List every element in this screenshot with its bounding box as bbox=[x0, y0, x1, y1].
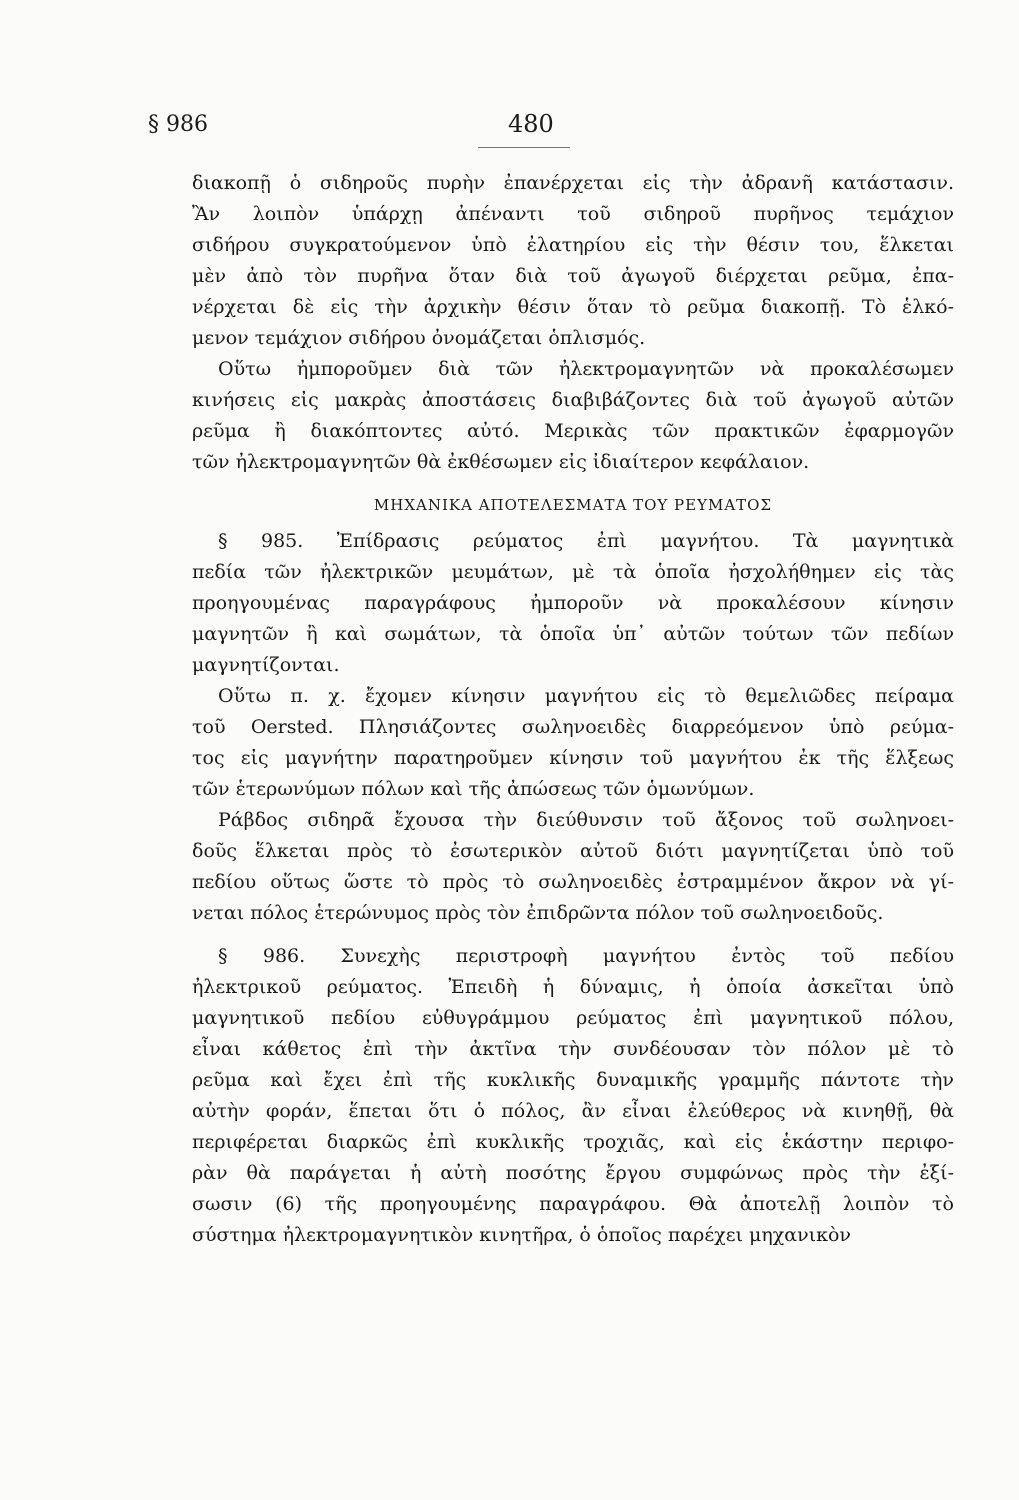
text-line: ρεῦμα ἢ διακόπτοντες αὐτό. Μερικὰς τῶν πρακτικῶν ἐφαρμογῶν bbox=[192, 420, 954, 442]
text-line: τῶν ἠλεκτρομαγνητῶν θὰ ἐκθέσωμεν εἰς ἰδιαίτερον κεφάλαιον. bbox=[192, 451, 810, 473]
text-line: ρὰν θὰ παράγεται ἡ αὐτὴ ποσότης ἔργου συμφώνως πρὸς τὴν ἐξί- bbox=[192, 1162, 954, 1184]
page-body bbox=[192, 168, 954, 1251]
paragraph bbox=[192, 941, 954, 1251]
paragraph bbox=[192, 805, 954, 929]
text-line: Ράβδος σιδηρᾶ ἔχουσα τὴν διεύθυνσιν τοῦ ἄξονος τοῦ σωληνοει- bbox=[218, 809, 954, 831]
paragraph bbox=[192, 526, 954, 681]
text-block-a bbox=[192, 168, 954, 478]
text-line: εἶναι κάθετος ἐπὶ τὴν ἀκτῖνα τὴν συνδέουσαν τὸν πόλον μὲ τὸ bbox=[192, 1038, 954, 1060]
text-line: σιδήρου συγκρατούμενον ὑπὸ ἐλατηρίου εἰς τὴν θέσιν του, ἕλκεται bbox=[192, 234, 954, 256]
text-line: ἠλεκτρικοῦ ρεύματος. Ἐπειδὴ ἡ δύναμις, ἡ ὁποία ἀσκεῖται ὑπὸ bbox=[192, 976, 954, 998]
text-block-b bbox=[192, 526, 954, 1251]
text-line: νέρχεται δὲ εἰς τὴν ἀρχικὴν θέσιν ὅταν τὸ ρεῦμα διακοπῇ. Τὸ ἑλκό- bbox=[192, 296, 954, 318]
text-line: Ἂν λοιπὸν ὑπάρχῃ ἀπέναντι τοῦ σιδηροῦ πυρῆνος τεμάχιον bbox=[192, 203, 954, 225]
page-number: 480 bbox=[508, 110, 554, 138]
section-marker: § 986 bbox=[148, 112, 208, 137]
text-line: σωσιν (6) τῆς προηγουμένης παραγράφου. Θὰ ἀποτελῇ λοιπὸν τὸ bbox=[192, 1193, 954, 1215]
text-line: μὲν ἀπὸ τὸν πυρῆνα ὅταν διὰ τοῦ ἀγωγοῦ διέρχεται ρεῦμα, ἐπα- bbox=[192, 265, 954, 287]
text-line: μαγνητικοῦ πεδίου εὐθυγράμμου ρεύματος ἐπὶ μαγνητικοῦ πόλου, bbox=[192, 1007, 954, 1029]
text-line: αὐτὴν φοράν, ἕπεται ὅτι ὁ πόλος, ἂν εἶναι ἐλεύθερος νὰ κινηθῇ, θὰ bbox=[192, 1100, 954, 1122]
text-line: πεδία τῶν ἠλεκτρικῶν μευμάτων, μὲ τὰ ὁποῖα ἠσχολήθημεν εἰς τὰς bbox=[192, 561, 954, 583]
page-number-rule bbox=[478, 147, 570, 148]
text-line: μενον τεμάχιον σιδήρου ὀνομάζεται ὁπλισμός. bbox=[192, 327, 646, 349]
text-line: μαγνητῶν ἢ καὶ σωμάτων, τὰ ὁποῖα ὑπ᾽ αὐτῶν τούτων τῶν πεδίων bbox=[192, 623, 954, 645]
text-line: διακοπῇ ὁ σιδηροῦς πυρὴν ἐπανέρχεται εἰς τὴν ἀδρανῆ κατάστασιν. bbox=[192, 172, 954, 194]
text-line: τος εἰς μαγνήτην παρατηροῦμεν κίνησιν τοῦ μαγνήτου ἐκ τῆς ἕλξεως bbox=[192, 747, 954, 769]
text-line: § 986. Συνεχὴς περιστροφὴ μαγνήτου ἐντὸς τοῦ πεδίου bbox=[218, 945, 954, 967]
text-line: μαγνητίζονται. bbox=[192, 654, 340, 676]
paragraph bbox=[192, 168, 954, 354]
text-line: Οὕτω ἠμποροῦμεν διὰ τῶν ἠλεκτρομαγνητῶν νὰ προκαλέσωμεν bbox=[218, 358, 954, 380]
text-line: ρεῦμα καὶ ἔχει ἐπὶ τῆς κυκλικῆς δυναμικῆς γραμμῆς πάντοτε τὴν bbox=[192, 1069, 954, 1091]
text-line: σύστημα ἠλεκτρομαγνητικὸν κινητῆρα, ὁ ὁποῖος παρέχει μηχανικὸν bbox=[192, 1224, 851, 1246]
text-line: νεται πόλος ἑτερώνυμος πρὸς τὸν ἐπιδρῶντα πόλον τοῦ σωληνοειδοῦς. bbox=[192, 902, 884, 924]
text-line: δοῦς ἕλκεται πρὸς τὸ ἐσωτερικὸν αὐτοῦ διότι μαγνητίζεται ὑπὸ τοῦ bbox=[192, 840, 954, 862]
text-line: Οὕτω π. χ. ἔχομεν κίνησιν μαγνήτου εἰς τὸ θεμελιῶδες πείραμα bbox=[218, 685, 954, 707]
text-line: προηγουμένας παραγράφους ἠμποροῦν νὰ προκαλέσουν κίνησιν bbox=[192, 592, 954, 614]
paragraph bbox=[192, 354, 954, 478]
text-line: τοῦ Oersted. Πλησιάζοντες σωληνοειδὲς διαρρεόμενον ὑπὸ ρεύμα- bbox=[192, 716, 954, 738]
section-heading: ΜΗΧΑΝΙΚΑ ΑΠΟΤΕΛΕΣΜΑΤΑ ΤΟΥ ΡΕΥΜΑΤΟΣ bbox=[373, 496, 773, 514]
text-line: περιφέρεται διαρκῶς ἐπὶ κυκλικῆς τροχιᾶς, καὶ εἰς ἑκάστην περιφο- bbox=[192, 1131, 954, 1153]
paragraph-gap bbox=[192, 929, 954, 941]
text-line: τῶν ἑτερωνύμων πόλων καὶ τῆς ἀπώσεως τῶν ὁμωνύμων. bbox=[192, 778, 755, 800]
text-line: κινήσεις εἰς μακρὰς ἀποστάσεις διαβιβάζοντες διὰ τοῦ ἀγωγοῦ αὐτῶν bbox=[192, 389, 954, 411]
paragraph bbox=[192, 681, 954, 805]
text-line: πεδίου οὕτως ὥστε τὸ πρὸς τὸ σωληνοειδὲς ἐστραμμένον ἄκρον νὰ γί- bbox=[192, 871, 954, 893]
text-line: § 985. Ἐπίδρασις ρεύματος ἐπὶ μαγνήτου. Τὰ μαγνητικὰ bbox=[218, 530, 954, 552]
